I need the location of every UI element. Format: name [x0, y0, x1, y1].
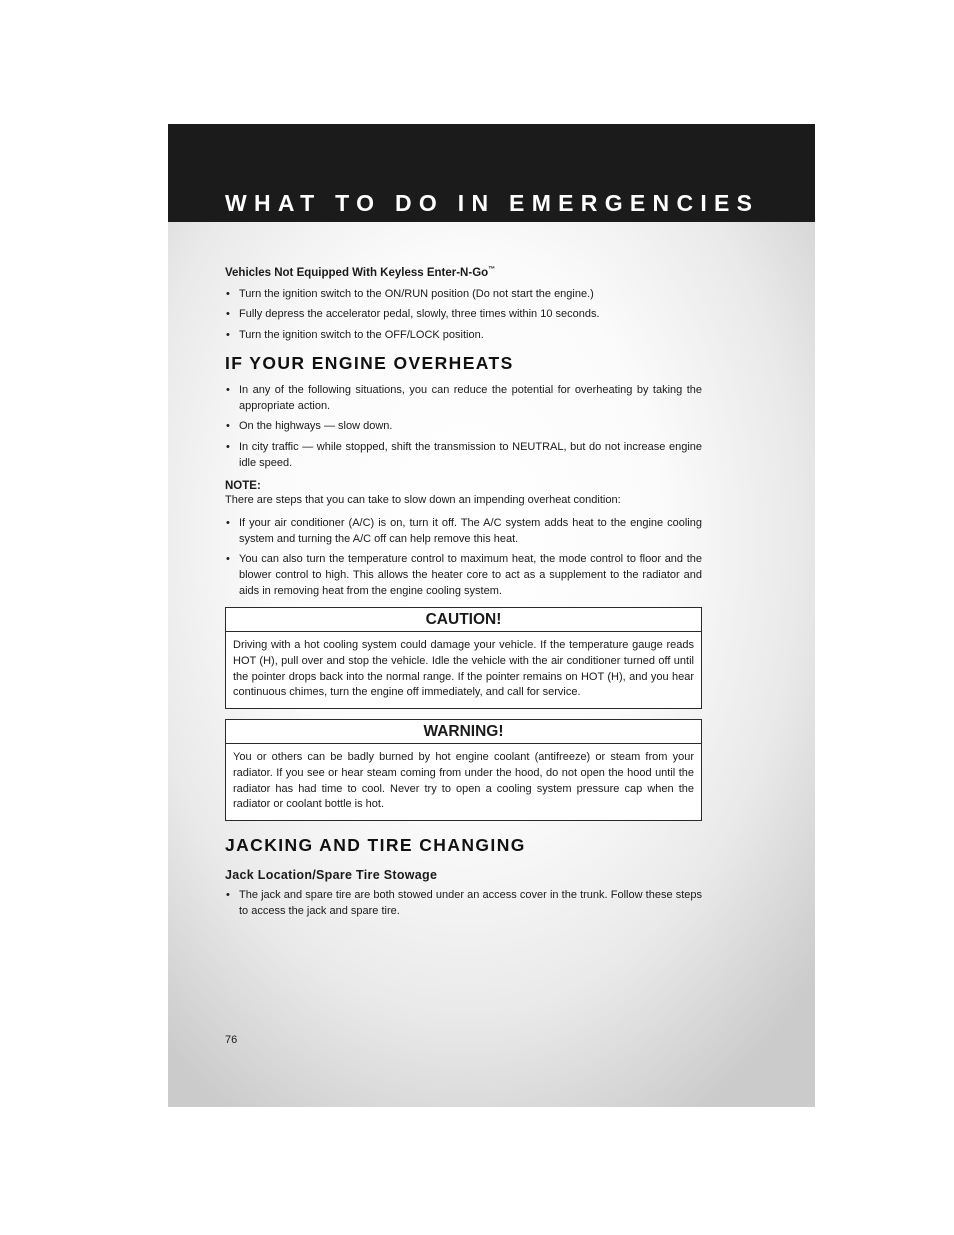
- trademark-symbol: ™: [488, 266, 496, 273]
- list-item: • Turn the ignition switch to the OFF/LOCK position.: [225, 327, 702, 343]
- list-item: • On the highways — slow down.: [225, 418, 702, 434]
- warning-box: [225, 719, 702, 821]
- list-item: • You can also turn the temperature control to maximum heat, the mode control to floor and the blower control to high. This allows the heater core to act as a supplement to the radiator and aids in removing heat from the engine cooling system.: [225, 551, 702, 599]
- list-item: • Turn the ignition switch to the ON/RUN position (Do not start the engine.): [225, 286, 702, 302]
- note-list: [225, 515, 702, 600]
- overheats-heading: IF YOUR ENGINE OVERHEATS: [225, 352, 514, 373]
- caution-box: [225, 607, 702, 709]
- note-text: There are steps that you can take to slow down an impending overheat condition:: [225, 493, 621, 506]
- section-title: WHAT TO DO IN EMERGENCIES: [225, 190, 760, 216]
- jacking-heading: JACKING AND TIRE CHANGING: [225, 834, 526, 855]
- page-content: [225, 266, 702, 923]
- overheats-list: [225, 382, 702, 471]
- note-label: NOTE:: [225, 479, 261, 492]
- list-item: • In city traffic — while stopped, shift the transmission to NEUTRAL, but do not increase engine idle speed.: [225, 439, 702, 471]
- list-item: • If your air conditioner (A/C) is on, turn it off. The A/C system adds heat to the engine cooling system and turning the A/C off can help remove this heat.: [225, 515, 702, 547]
- list-item: • The jack and spare tire are both stowed under an access cover in the trunk. Follow these steps to access the jack and spare tire.: [225, 887, 702, 919]
- keyless-subheading-text: Vehicles Not Equipped With Keyless Enter-N-Go: [225, 266, 489, 279]
- list-item: • In any of the following situations, you can reduce the potential for overheating by taking the appropriate action.: [225, 382, 702, 414]
- section-header-bar: [168, 124, 815, 222]
- caution-body: Driving with a hot cooling system could damage your vehicle. If the temperature gauge reads HOT (H), pull over and stop the vehicle. Idle the vehicle with the air conditioner turned off until the pointer drops back into the normal range. If the pointer remains on HOT (H), and you hear continuous chimes, turn the engine off immediately, and call for service.: [233, 639, 694, 699]
- page-number: 76: [225, 1034, 238, 1046]
- manual-page: [168, 124, 815, 1107]
- caution-title: CAUTION!: [226, 608, 701, 632]
- keyless-steps-list: [225, 286, 702, 343]
- warning-title: WARNING!: [226, 720, 701, 744]
- list-item: • Fully depress the accelerator pedal, slowly, three times within 10 seconds.: [225, 306, 702, 322]
- jack-location-subheading: Jack Location/Spare Tire Stowage: [225, 867, 438, 882]
- jacking-list: [225, 887, 702, 919]
- warning-body: You or others can be badly burned by hot engine coolant (antifreeze) or steam from your radiator. If you see or hear steam coming from under the hood, do not open the hood until the radiator has had time to cool. Never try to open a cooling system pressure cap when the radiator or coolant bottle is hot.: [233, 751, 694, 811]
- keyless-subheading: [225, 266, 702, 279]
